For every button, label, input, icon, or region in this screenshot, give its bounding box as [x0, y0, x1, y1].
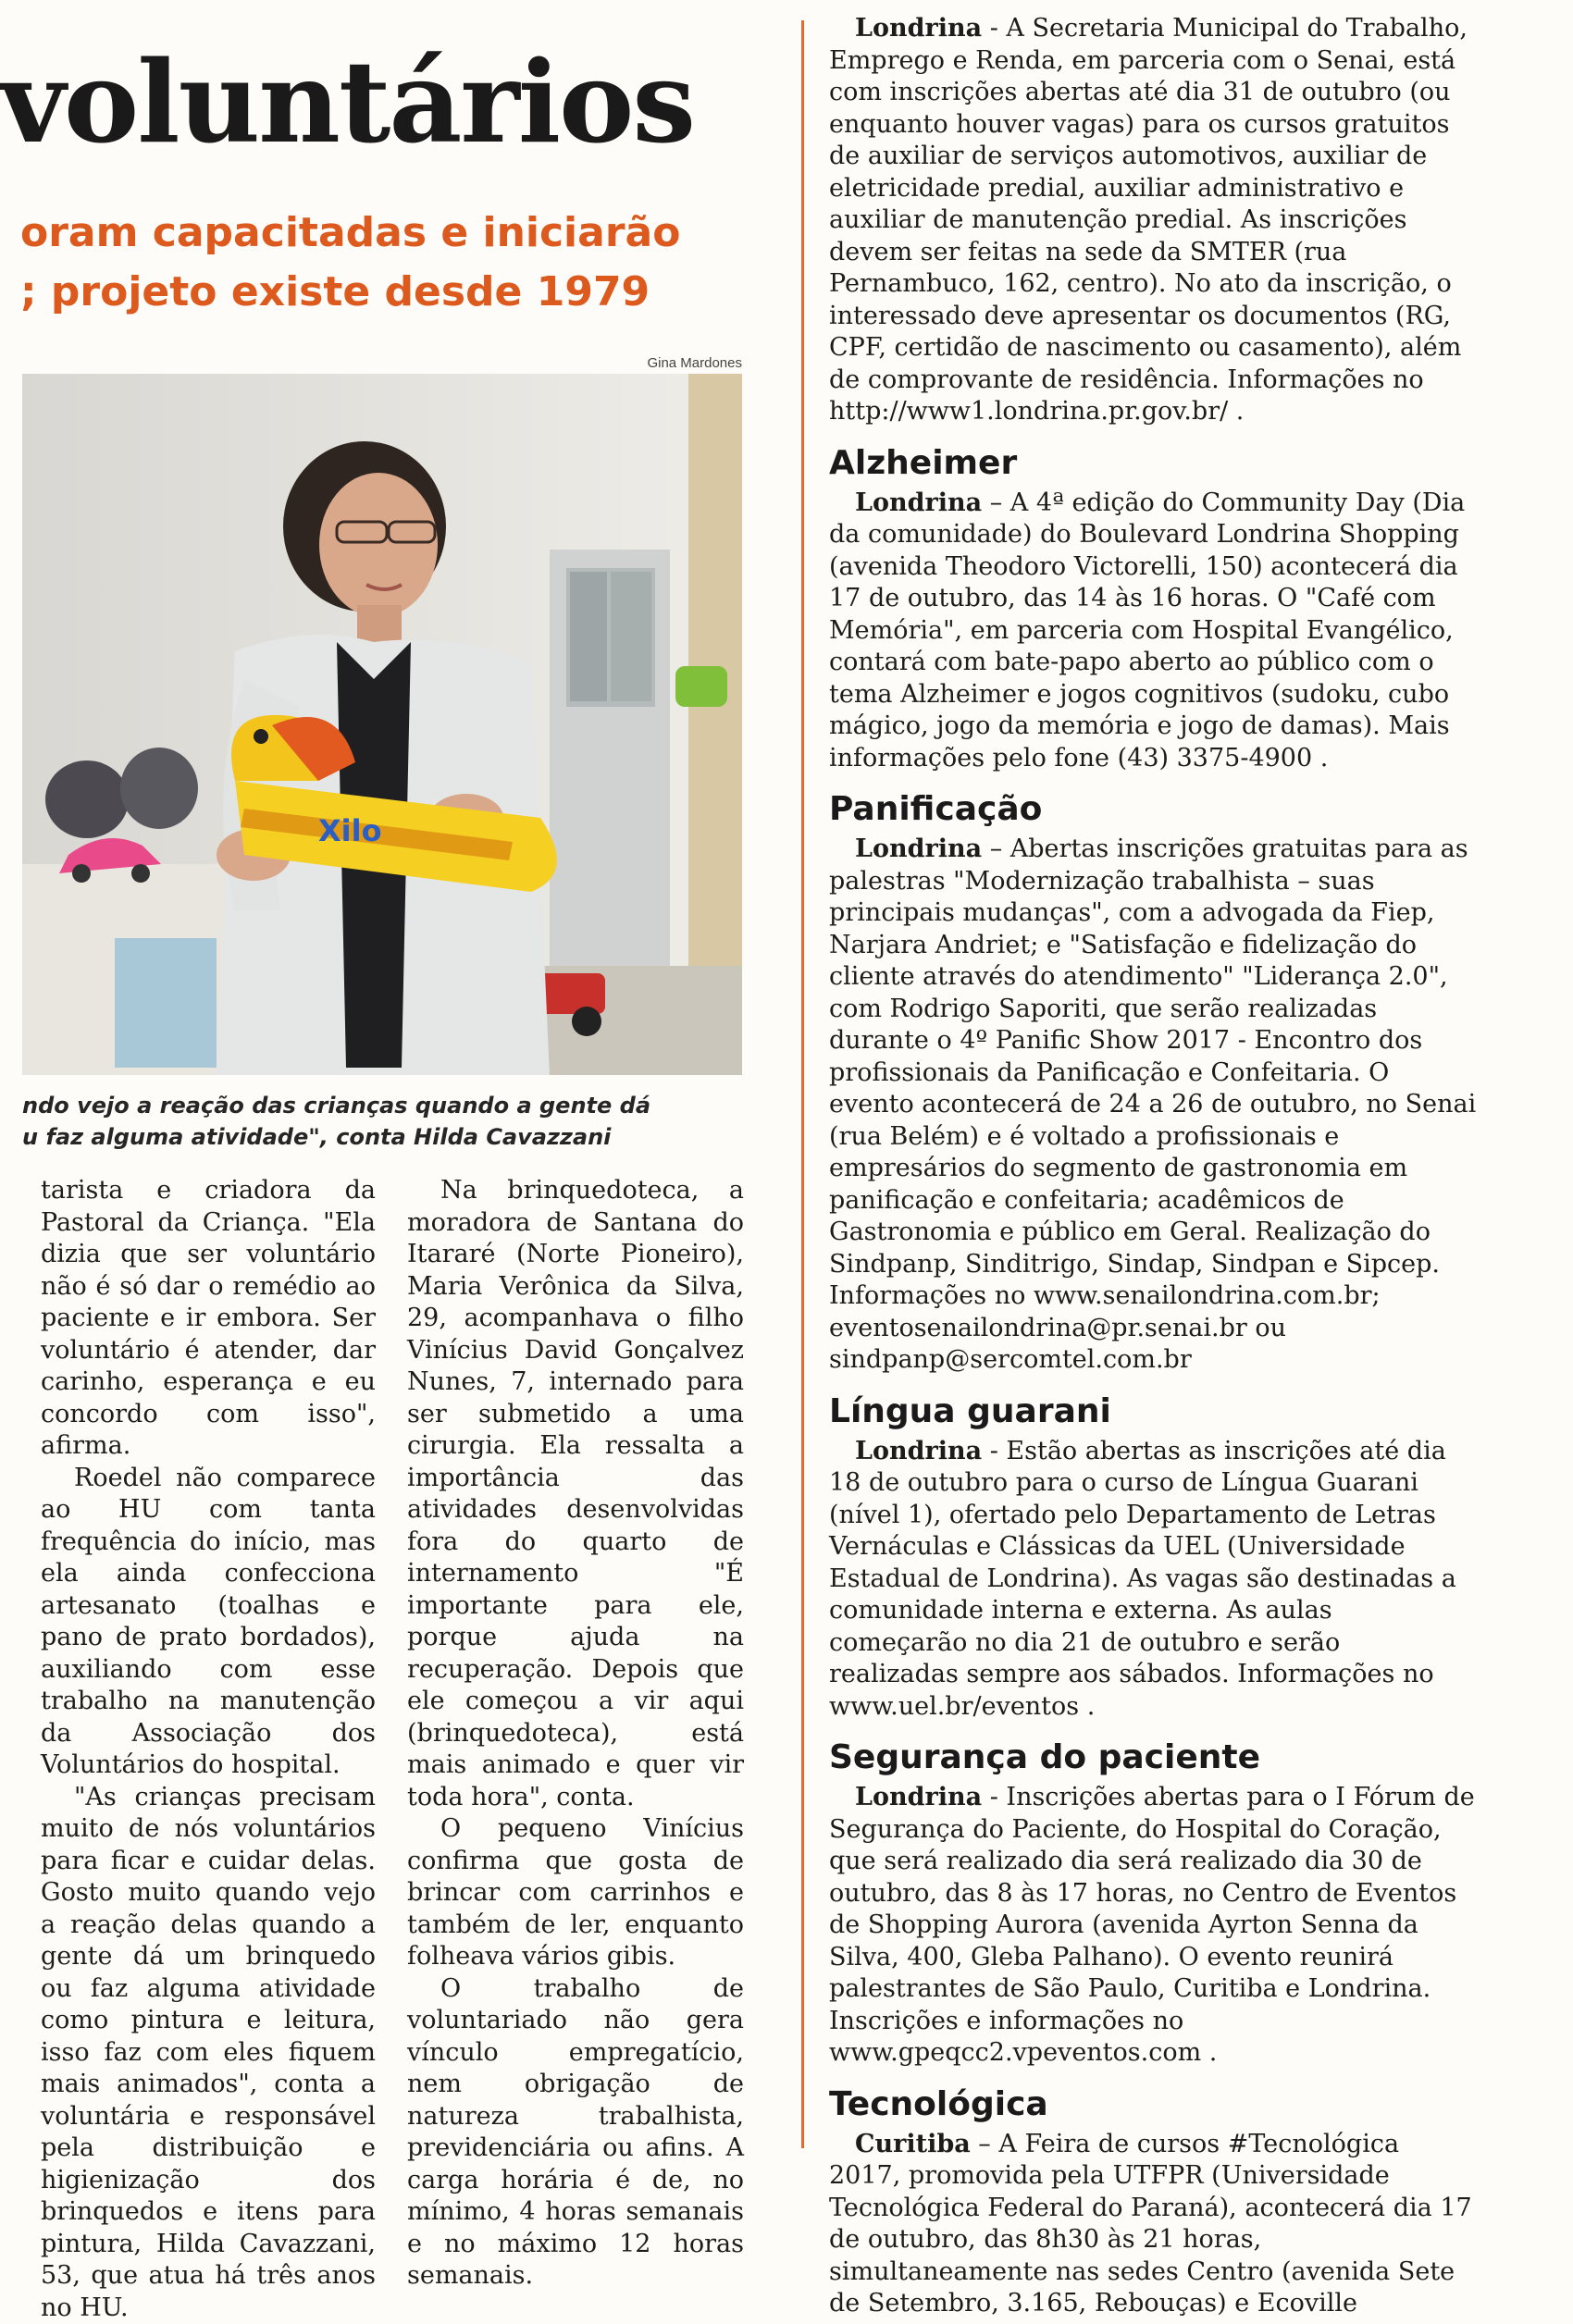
photo-credit: Gina Mardones	[647, 355, 742, 371]
col1-paragraph-3: "As crianças precisam muito de nós voluntários para ficar e cuidar delas. Gosto muito quando vejo a reação delas quando a gente dá um brinquedo ou faz alguma atividade como pintura e leitura, isso faz com eles fiquem mais animados", conta a voluntária e responsável pela distribuição e higienização dos brinquedos e itens para pintura, Hilda Cavazzani, 53, que atua há três anos no HU.	[41, 1782, 376, 2324]
col2-paragraph-1: Na brinquedoteca, a moradora de Santana do Itararé (Norte Pioneiro), Maria Verônica da Silva, 29, acompanhava o filho Vinícius David Gonçalvez Nunes, 7, internado para ser submetido a uma cirurgia. Ela ressalta a importância das atividades desenvolvidas fora do quarto de internamento "É importante para ele, porque ajuda na recuperação. Depois que ele começou a vir aqui (brinquedoteca), está mais animado e quer vir toda hora", conta.	[407, 1175, 744, 1813]
col2-paragraph-3: O trabalho de voluntariado não gera vínculo empregatício, nem obrigação de natureza trabalhista, previdenciária ou afins. A carga horária é de, no mínimo, 4 horas semanais e no máximo 12 horas semanais.	[407, 1973, 744, 2293]
notice-text: – Abertas inscrições gratuitas para as palestras "Modernização trabalhista – suas principais mudanças", com a advogada da Fiep, Narjara Andriet; e "Satisfação e fidelização do cliente através do atendimento" "Liderança 2.0", com Rodrigo Saporiti, que serão realizadas durante o 4º Panific Show 2017 - Encontro dos profissionais da Panificação e Confeitaria. O evento acontecerá de 24 a 26 de outubro, no Senai (rua Belém) e é voltado a profissionais e empresários do segmento de gastronomia em panificação e confeitaria; acadêmicos de Gastronomia e público em Geral. Realização do Sindpanp, Sinditrigo, Sindap, Sindpan e Sipcep. Informações no www.senailondrina.com.br; eventosenailondrina@pr.senai.br ou sindpanp@sercomtel.com.br	[829, 834, 1476, 1374]
col1-paragraph-2: Roedel não comparece ao HU com tanta frequência do início, mas ela ainda confecciona artesanato (toalhas e pano de prato bordados), auxiliando com esse trabalho na manutenção da Associação dos Voluntários do hospital.	[41, 1463, 376, 1782]
article-photo	[22, 374, 742, 1075]
notice-alzheimer	[829, 441, 1477, 775]
toy-text: Xilo	[318, 813, 382, 848]
notice-tecnologica	[829, 2083, 1477, 2320]
notice-title: Alzheimer	[829, 441, 1477, 486]
article-subhead-line2: ; projeto existe desde 1979	[20, 268, 650, 315]
notice-city: Londrina	[855, 14, 982, 43]
notice-title: Panificação	[829, 787, 1477, 832]
column-divider	[801, 20, 804, 2148]
notice-text: - Estão abertas as inscrições até dia 18 de outubro para o curso de Língua Guarani (nível 1), ofertado pelo Departamento de Letras Vernáculas e Clássicas da UEL (Universidade Estadual de Londrina). As vagas são destinadas a comunidade interna e externa. As aulas começarão no dia 21 de outubro e serão realizadas sempre aos sábados. Informações no www.uel.br/eventos .	[829, 1437, 1456, 1721]
photo-illustration	[22, 374, 742, 1075]
photo-caption	[22, 1090, 735, 1153]
notice-text: - A Secretaria Municipal do Trabalho, Emprego e Renda, em parceria com o Senai, está com inscrições abertas até dia 31 de outubro (ou enquanto houver vagas) para os cursos gratuitos de auxiliar de serviços automotivos, auxiliar de eletricidade predial, auxiliar administrativo e auxiliar de manutenção predial. As inscrições devem ser feitas na sede da SMTER (rua Pernambuco, 162, centro). No ato da inscrição, o interessado deve apresentar os documentos (RG, CPF, certidão de nascimento ou casamento), além de comprovante de residência. Informações no http://www1.londrina.pr.gov.br/ .	[829, 14, 1468, 426]
notice-panificacao	[829, 787, 1477, 1377]
article-subhead-line1: oram capacitadas e iniciarão	[20, 209, 680, 256]
notice-seguranca-paciente	[829, 1736, 1477, 2070]
notice-lingua-guarani	[829, 1390, 1477, 1724]
notice-city: Londrina	[855, 1437, 982, 1465]
notice-city: Londrina	[855, 1783, 982, 1811]
notice-title: Segurança do paciente	[829, 1736, 1477, 1780]
article-body-col1	[41, 1175, 376, 2324]
notices-column	[829, 13, 1477, 2320]
notice-text: - Inscrições abertas para o I Fórum de Segurança do Paciente, do Hospital do Coração, que será realizado dia será realizado dia 30 de outubro, das 8 às 17 horas, no Centro de Eventos de Shopping Aurora (avenida Ayrton Senna da Silva, 400, Gleba Palhano). O evento reunirá palestrantes de São Paulo, Curitiba e Londrina. Inscrições e informações no www.gpeqcc2.vpeventos.com .	[829, 1783, 1475, 2067]
notice-city: Londrina	[855, 488, 982, 517]
col2-paragraph-2: O pequeno Vinícius confirma que gosta de brincar com carrinhos e também de ler, enquanto folheava vários gibis.	[407, 1813, 744, 1973]
notice-smter	[829, 13, 1477, 428]
col1-paragraph-1: tarista e criadora da Pastoral da Criança. "Ela dizia que ser voluntário não é só dar o remédio ao paciente e ir embora. Ser voluntário é atender, dar carinho, esperança e eu concordo com isso", afirma.	[41, 1175, 376, 1463]
notice-text: – A 4ª edição do Community Day (Dia da comunidade) do Boulevard Londrina Shopping (avenida Theodoro Victorelli, 150) acontecerá dia 17 de outubro, das 14 às 16 horas. O "Café com Memória", em parceria com Hospital Evangélico, contará com bate-papo aberto ao público com o tema Alzheimer e jogos cognitivos (sudoku, cubo mágico, jogo da memória e jogo de damas). Mais informações pelo fone (43) 3375-4900 .	[829, 488, 1465, 773]
notice-city: Londrina	[855, 834, 982, 863]
notice-title: Tecnológica	[829, 2083, 1477, 2127]
article-headline: voluntários	[0, 35, 694, 168]
notice-text: – A Feira de cursos #Tecnológica 2017, promovida pela UTFPR (Universidade Tecnológica Federal do Paraná), acontecerá dia 17 de outubro, das 8h30 às 21 horas, simultaneamente nas sedes Centro (avenida Sete de Setembro, 3.165, Rebouças) e Ecoville	[829, 2130, 1472, 2318]
article-body-col2	[407, 1175, 744, 2293]
caption-line-2: u faz alguma atividade", conta Hilda Cavazzani	[22, 1121, 735, 1153]
notice-title: Língua guarani	[829, 1390, 1477, 1434]
caption-line-1: ndo vejo a reação das crianças quando a gente dá	[22, 1090, 735, 1121]
notice-city: Curitiba	[855, 2130, 971, 2158]
